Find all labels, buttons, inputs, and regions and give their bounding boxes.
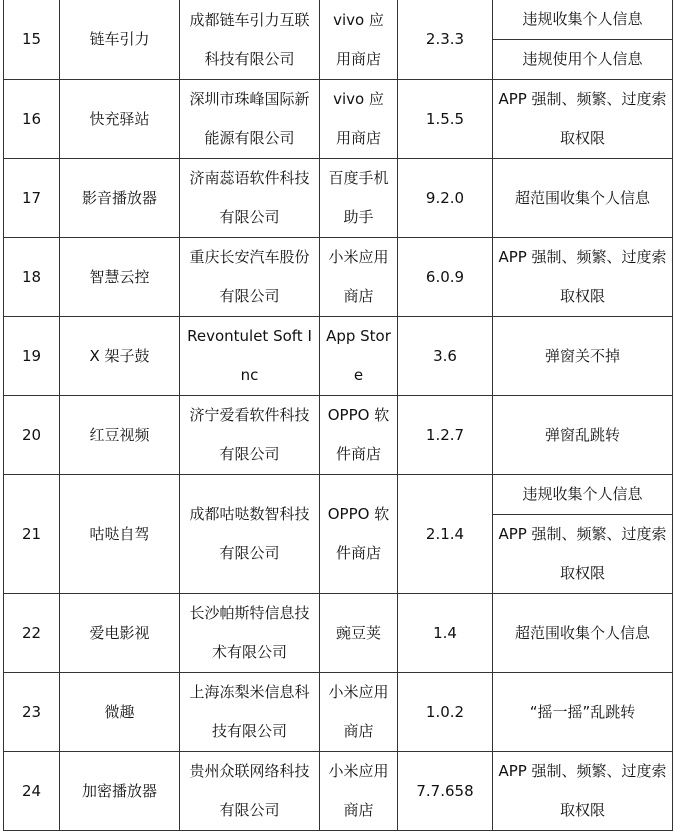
company-name: 济南蕊语软件科技有限公司 xyxy=(180,159,320,238)
company-name: Revontulet Soft Inc xyxy=(180,317,320,396)
company-name: 重庆长安汽车股份有限公司 xyxy=(180,238,320,317)
app-store: OPPO 软件商店 xyxy=(320,396,398,475)
issue-cell: APP 强制、频繁、过度索取权限 xyxy=(493,752,673,831)
app-version: 2.1.4 xyxy=(398,475,493,594)
app-store: 百度手机助手 xyxy=(320,159,398,238)
issue-cell: APP 强制、频繁、过度索取权限 xyxy=(493,80,673,159)
table-row xyxy=(4,594,673,673)
row-number: 18 xyxy=(4,238,60,317)
app-store: 小米应用商店 xyxy=(320,238,398,317)
company-name: 成都链车引力互联科技有限公司 xyxy=(180,0,320,80)
app-name: 影音播放器 xyxy=(60,159,180,238)
app-version: 6.0.9 xyxy=(398,238,493,317)
app-name: 咕哒自驾 xyxy=(60,475,180,594)
table-row xyxy=(4,238,673,317)
row-number: 19 xyxy=(4,317,60,396)
row-number: 15 xyxy=(4,0,60,80)
app-version: 1.2.7 xyxy=(398,396,493,475)
app-violation-table xyxy=(3,0,673,831)
issue-cell: 超范围收集个人信息 xyxy=(493,594,673,673)
app-store: 小米应用商店 xyxy=(320,752,398,831)
table-row xyxy=(4,752,673,831)
app-version: 7.7.658 xyxy=(398,752,493,831)
app-name: 红豆视频 xyxy=(60,396,180,475)
app-version: 1.0.2 xyxy=(398,673,493,752)
issue-cell: 超范围收集个人信息 xyxy=(493,159,673,238)
table-row xyxy=(4,317,673,396)
app-store: vivo 应用商店 xyxy=(320,80,398,159)
app-name: 微趣 xyxy=(60,673,180,752)
app-name: 链车引力 xyxy=(60,0,180,80)
app-version: 1.4 xyxy=(398,594,493,673)
app-store: vivo 应用商店 xyxy=(320,0,398,80)
issue-cell: “摇一摇”乱跳转 xyxy=(493,673,673,752)
row-number: 16 xyxy=(4,80,60,159)
issue-cell: APP 强制、频繁、过度索取权限 xyxy=(493,515,673,594)
app-version: 9.2.0 xyxy=(398,159,493,238)
app-version: 1.5.5 xyxy=(398,80,493,159)
row-number: 23 xyxy=(4,673,60,752)
row-number: 20 xyxy=(4,396,60,475)
app-name: X 架子鼓 xyxy=(60,317,180,396)
app-name: 智慧云控 xyxy=(60,238,180,317)
issue-cell: APP 强制、频繁、过度索取权限 xyxy=(493,238,673,317)
row-number: 21 xyxy=(4,475,60,594)
row-number: 22 xyxy=(4,594,60,673)
company-name: 深圳市珠峰国际新能源有限公司 xyxy=(180,80,320,159)
app-version: 3.6 xyxy=(398,317,493,396)
table-row xyxy=(4,0,673,40)
table-row xyxy=(4,159,673,238)
app-store: 小米应用商店 xyxy=(320,673,398,752)
row-number: 17 xyxy=(4,159,60,238)
company-name: 长沙帕斯特信息技术有限公司 xyxy=(180,594,320,673)
company-name: 上海冻梨米信息科技有限公司 xyxy=(180,673,320,752)
app-store: App Store xyxy=(320,317,398,396)
app-store: 豌豆荚 xyxy=(320,594,398,673)
issue-cell: 弹窗关不掉 xyxy=(493,317,673,396)
issue-cell: 违规收集个人信息 xyxy=(493,0,673,40)
app-name: 快充驿站 xyxy=(60,80,180,159)
row-number: 24 xyxy=(4,752,60,831)
issue-cell: 弹窗乱跳转 xyxy=(493,396,673,475)
company-name: 济宁爱看软件科技有限公司 xyxy=(180,396,320,475)
table-row xyxy=(4,673,673,752)
table-row xyxy=(4,80,673,159)
issue-cell: 违规收集个人信息 xyxy=(493,475,673,515)
app-name: 爱电影视 xyxy=(60,594,180,673)
company-name: 成都咕哒数智科技有限公司 xyxy=(180,475,320,594)
issue-cell: 违规使用个人信息 xyxy=(493,40,673,80)
app-version: 2.3.3 xyxy=(398,0,493,80)
table-row xyxy=(4,475,673,515)
app-name: 加密播放器 xyxy=(60,752,180,831)
table-row xyxy=(4,396,673,475)
company-name: 贵州众联网络科技有限公司 xyxy=(180,752,320,831)
app-store: OPPO 软件商店 xyxy=(320,475,398,594)
